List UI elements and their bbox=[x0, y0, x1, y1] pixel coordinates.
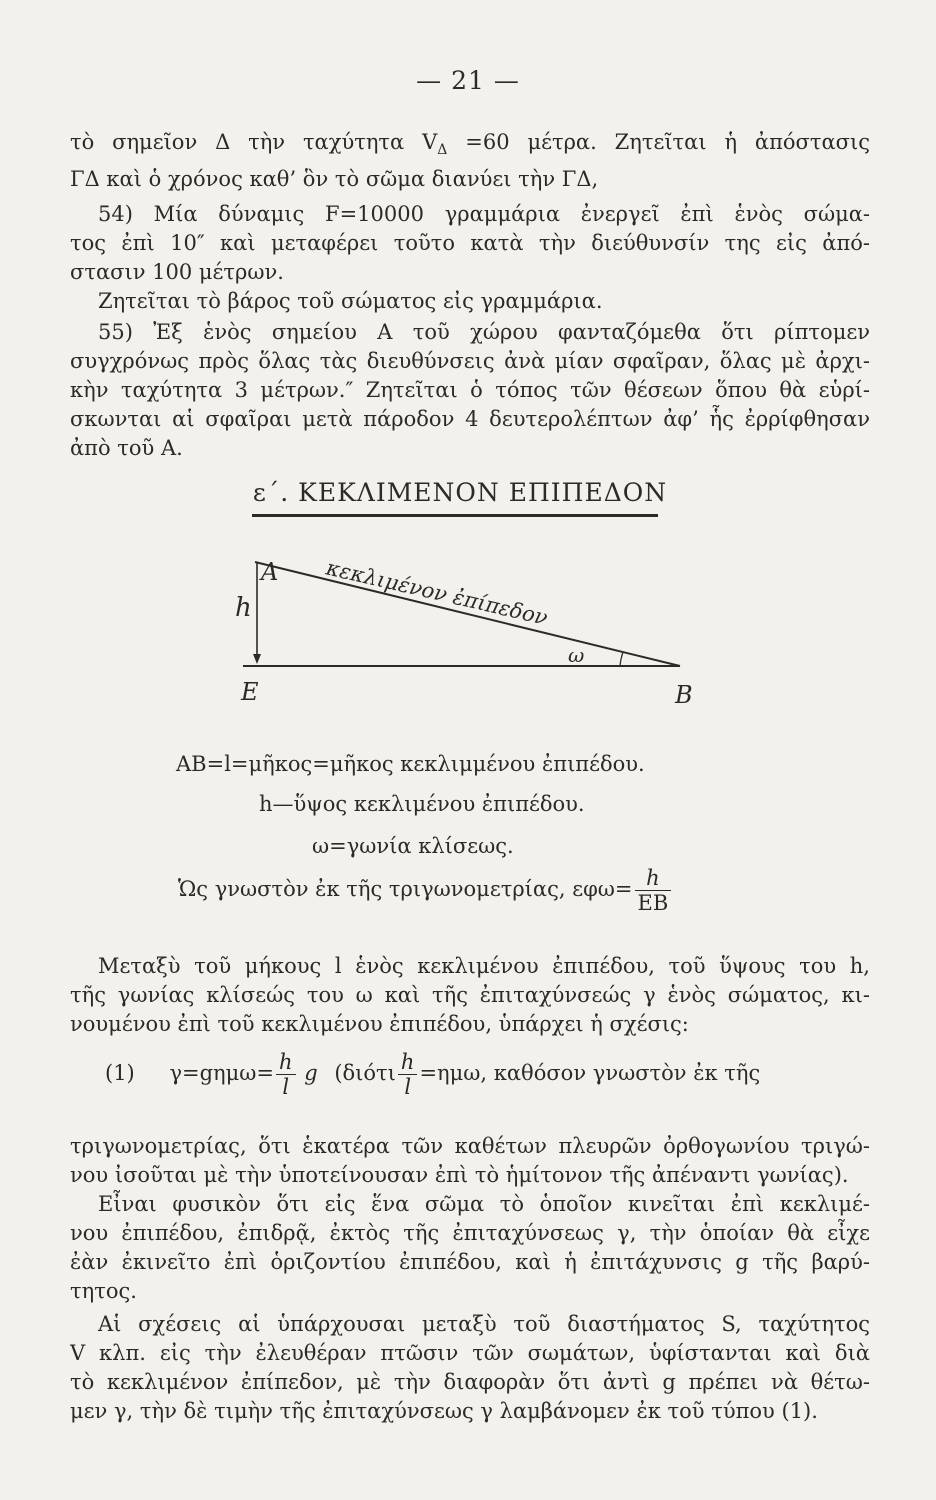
paragraph-gravity bbox=[70, 1190, 870, 1306]
formula-1: (1) γ=gημω= $\frac{h}{l}$ g (διότι $\frac{h}{l}$ =ημω, καθόσον γνωστὸν ἐκ τῆς bbox=[105, 1050, 761, 1099]
label-inclined-plane: κεκλιμένον ἐπίπεδον bbox=[323, 555, 551, 630]
text-line: τριγωνομετρίας, ὅτι ἑκατέρα τῶν καθέτων πλευρῶν ὀρθογωνίου τριγώ- bbox=[70, 1134, 870, 1158]
text-line: Εἶναι φυσικὸν ὅτι εἰς ἕνα σῶμα τὸ ὁποῖον κινεῖται ἐπὶ κεκλιμέ- bbox=[98, 1192, 870, 1216]
label-E: E bbox=[241, 678, 259, 706]
text-line: ἀπὸ τοῦ Α. bbox=[70, 436, 183, 460]
definition-ab: AB=l=μῆκος=μῆκος κεκλιμμένου ἐπιπέδου. bbox=[176, 752, 645, 776]
text-line: νουμένου ἐπὶ τοῦ κεκλιμένου ἐπιπέδου, ὑπάρχει ἡ σχέσις: bbox=[70, 1012, 689, 1036]
text-line: Μεταξὺ τοῦ μήκους l ἑνὸς κεκλιμένου ἐπιπέδου, τοῦ ὕψους του h, bbox=[98, 954, 870, 978]
text-line: Αἱ σχέσεις αἱ ὑπάρχουσαι μεταξὺ τοῦ διαστήματος S, ταχύτητος bbox=[98, 1312, 870, 1336]
text-line: σκωνται αἱ σφαῖραι μετὰ πάροδον 4 δευτερολέπτων ἀφ’ ἧς ἐρρίφθησαν bbox=[70, 407, 870, 431]
tangent-formula: Ὡς γνωστὸν ἐκ τῆς τριγωνομετρίας, εφω= $\frac{h}{EB}$ bbox=[178, 866, 673, 915]
text-line: τὸ σημεῖον Δ τὴν ταχύτητα $V_\Delta =60$ μέτρα. Ζητεῖται ἡ ἀπόστασις bbox=[70, 130, 870, 159]
label-A: A bbox=[261, 558, 279, 586]
text-line: V κλπ. εἰς τὴν ἐλευθέραν πτῶσιν τῶν σωμάτων, ὑφίστανται καὶ διὰ bbox=[70, 1341, 870, 1365]
label-omega: ω bbox=[568, 643, 585, 667]
heading-underline bbox=[252, 514, 658, 517]
text-line: μεν γ, τὴν δὲ τιμὴν τῆς ἐπιταχύνσεως γ λαμβάνομεν ἐκ τοῦ τύπου (1). bbox=[70, 1399, 818, 1423]
label-h: h bbox=[235, 593, 252, 623]
definition-omega: ω=γωνία κλίσεως. bbox=[312, 834, 514, 858]
angle-arc bbox=[620, 652, 623, 666]
inclined-plane-diagram bbox=[225, 548, 725, 718]
hypotenuse-AB bbox=[255, 562, 680, 666]
page-number: — 21 — bbox=[416, 66, 520, 95]
text-line: τος ἐπὶ 10″ καὶ μεταφέρει τοῦτο κατὰ τὴν διεύθυνσίν της εἰς ἀπό- bbox=[70, 231, 870, 255]
text-line: στασιν 100 μέτρων. bbox=[70, 260, 284, 284]
paragraph-trigonometry bbox=[70, 1132, 870, 1190]
height-arrow bbox=[253, 654, 261, 664]
text-line: συγχρόνως πρὸς ὅλας τὰς διευθύνσεις ἀνὰ μίαν σφαῖραν, ὅλας μὲ ἀρχι- bbox=[70, 349, 870, 373]
section-heading: ε΄. ΚΕΚΛΙΜΕΝΟΝ ΕΠΙΠΕΔΟΝ bbox=[252, 478, 668, 507]
text-line: Ζητεῖται τὸ βάρος τοῦ σώματος εἰς γραμμάρια. bbox=[98, 289, 603, 313]
label-B: B bbox=[675, 681, 693, 709]
text-line: νου ἐπιπέδου, ἐπιδρᾷ, ἐκτὸς τῆς ἐπιταχύνσεως γ, τὴν ὁποίαν θὰ εἶχε bbox=[70, 1221, 870, 1245]
text-line: ἐὰν ἐκινεῖτο ἐπὶ ὁριζοντίου ἐπιπέδου, καὶ ἡ ἐπιτάχυνσις g τῆς βαρύ- bbox=[70, 1250, 870, 1274]
problem-55 bbox=[70, 318, 870, 463]
text-line: τῆς γωνίας κλίσεώς του ω καὶ τῆς ἐπιταχύνσεώς γ ἑνὸς σώματος, κι- bbox=[70, 983, 870, 1007]
text-line: 54) Μία δύναμις F=10000 γραμμάρια ἐνεργεῖ ἐπὶ ἑνὸς σώμα- bbox=[98, 202, 870, 226]
paragraph-relations bbox=[70, 1310, 870, 1426]
paragraph-relation bbox=[70, 952, 870, 1039]
text-line: κὴν ταχύτητα 3 μέτρων.″ Ζητεῖται ὁ τόπος τῶν θέσεων ὅπου θὰ εὑρί- bbox=[70, 378, 870, 402]
fraction-h-over-l: $\frac{h}{l}$ bbox=[276, 1050, 296, 1099]
text-line: νου ἰσοῦται μὲ τὴν ὑποτείνουσαν ἐπὶ τὸ ἡμίτονον τῆς ἀπέναντι γωνίας). bbox=[70, 1163, 849, 1187]
fraction-h-over-l-2: $\frac{h}{l}$ bbox=[398, 1050, 418, 1099]
fraction-h-over-EB: $\frac{h}{EB}$ bbox=[635, 866, 672, 915]
problem-54 bbox=[70, 200, 870, 316]
text-line: ΓΔ καὶ ὁ χρόνος καθ’ ὃν τὸ σῶμα διανύει τὴν ΓΔ, bbox=[70, 167, 599, 192]
text-line: τητος. bbox=[70, 1279, 137, 1303]
text-line: 55) Ἐξ ἑνὸς σημείου Α τοῦ χώρου φανταζόμεθα ὅτι ρίπτομεν bbox=[98, 320, 870, 344]
paragraph-continuation bbox=[70, 128, 870, 194]
text-line: τὸ κεκλιμένον ἐπίπεδον, μὲ τὴν διαφορὰν ὅτι ἀντὶ g πρέπει νὰ θέτω- bbox=[70, 1370, 870, 1394]
definition-h: h—ὕψος κεκλιμένου ἐπιπέδου. bbox=[259, 792, 585, 816]
